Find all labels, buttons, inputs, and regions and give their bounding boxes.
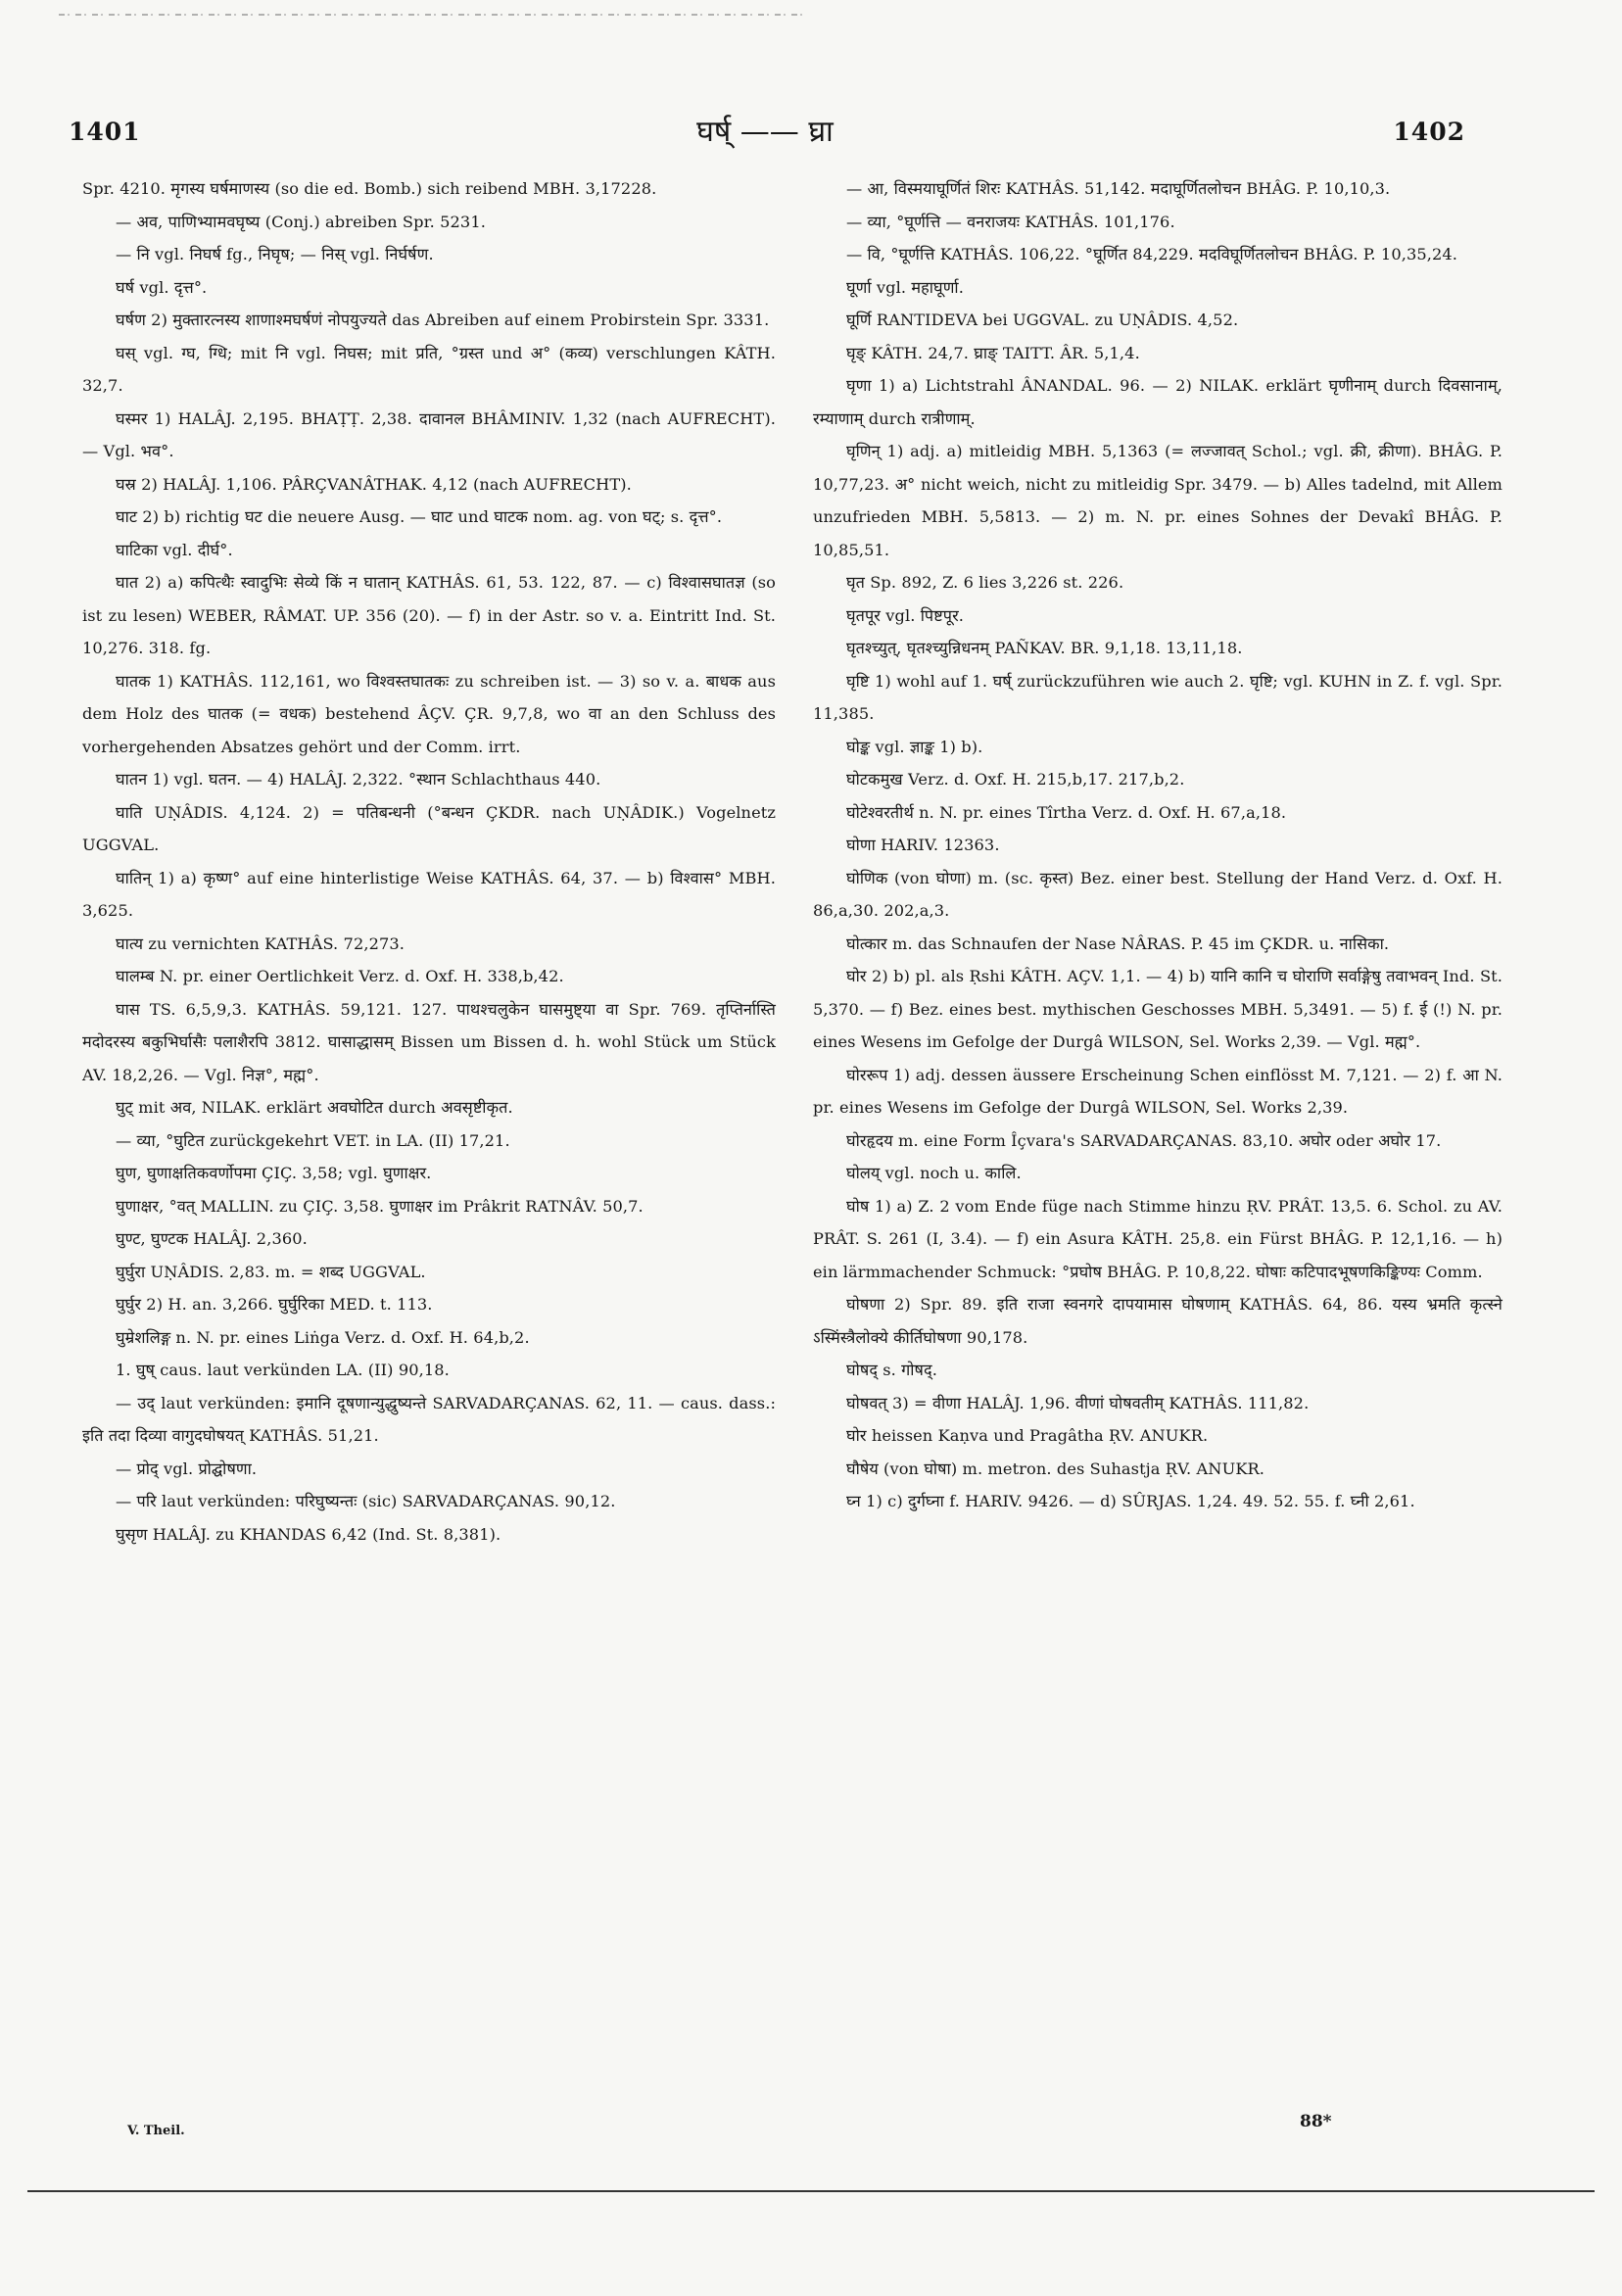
- dictionary-entry: घोटकमुख Verz. d. Oxf. H. 215,b,17. 217,b,2.: [846, 770, 1185, 789]
- dictionary-entry: घोणा HARIV. 12363.: [846, 836, 1000, 854]
- scan-edge-noise: [59, 14, 803, 16]
- dictionary-entry: घातक 1) KATHÂS. 112,161, wo विश्वस्तघातकः zu schreiben ist. — 3) so v. a. बाधक aus dem Holz des घातक (= वधक) bestehend ÂÇV. ÇR. 9,7,8, wo वा an den Schluss des vorhergehenden Absatzes gehört und der Comm. irrt.: [82, 671, 776, 756]
- dictionary-entry: घुण्ट, घुण्टक HALÂJ. 2,360.: [116, 1229, 308, 1248]
- dictionary-entry: — वि, °घूर्णत्ति KATHÂS. 106,22. °घूर्णित 84,229. मदविघूर्णितलोचन BHÂG. P. 10,35,24.: [846, 245, 1458, 263]
- dictionary-entry: घूर्णि RANTIDEVA bei UGGVAL. zu UṆÂDIS. 4,52.: [846, 311, 1239, 329]
- dictionary-entry: घुम्रेशलिङ्ग n. N. pr. eines Liṅga Verz. d. Oxf. H. 64,b,2.: [116, 1327, 530, 1347]
- dictionary-entry: 1. घुष् caus. laut verkünden LA. (II) 90,18.: [116, 1361, 450, 1379]
- dictionary-entry: घोषद् s. गोषद्.: [846, 1361, 937, 1379]
- dictionary-entry: घाट 2) b) richtig घट die neuere Ausg. — घाट und घाटक nom. ag. von घट्; s. दृत्त°.: [116, 507, 723, 526]
- dictionary-entry: घोरहृदय m. eine Form Îçvara's SARVADARÇANAS. 83,10. अघोर oder अघोर 17.: [846, 1130, 1442, 1150]
- dictionary-entry: Spr. 4210. मृगस्य घर्षमाणस्य (so die ed. Bomb.) sich reibend MBH. 3,17228.: [82, 179, 657, 198]
- dictionary-entry: घोणिक (von घोणा) m. (sc. कृस्त) Bez. einer best. Stellung der Hand Verz. d. Oxf. H. 86,a,30. 202,a,3.: [813, 868, 1503, 920]
- dictionary-entry: — उद् laut verkünden: इमानि दूषणान्युद्धुष्यन्ते SARVADARÇANAS. 62, 11. — caus. dass.: इति तदा दिव्या वागुदघोषयत् KATHÂS. 51,21.: [82, 1393, 776, 1445]
- dictionary-entry: घास TS. 6,5,9,3. KATHÂS. 59,121. 127. पाथश्चलुकेन घासमुष्ट्या वा Spr. 769. तृप्तिर्नास्ति मदोदरस्य बकुभिर्घासैः पलाशैरपि 3812. घासाद्धासम् Bissen um Bissen d. h. wohl Stück um Stück AV. 18,2,26. — Vgl. निज्ञ°, मह्म°.: [82, 999, 776, 1084]
- dictionary-entry: घृतपूर vgl. पिष्टपूर.: [846, 605, 965, 625]
- dictionary-entry: घात 2) a) कपित्थैः स्वादुभिः सेव्ये किं न घातान् KATHÂS. 61, 53. 122, 87. — c) विश्वासघातज्ञ (so ist zu lesen) WEBER, RÂMAT. UP. 356 (20). — f) in der Astr. so v. a. Eintritt Ind. St. 10,276. 318. fg.: [82, 573, 776, 657]
- dictionary-entry: घोटेश्वरतीर्थ n. N. pr. eines Tîrtha Verz. d. Oxf. H. 67,a,18.: [846, 802, 1287, 822]
- dictionary-entry: घृतश्च्युत्, घृतश्च्युन्निधनम् PAÑKAV. BR. 9,1,18. 13,11,18.: [846, 639, 1243, 657]
- page-header: [65, 110, 1465, 157]
- sheet-signature: 88*: [1300, 2112, 1332, 2131]
- dictionary-entry: घोत्कार m. das Schnaufen der Nase NÂRAS. P. 45 im ÇKDR. u. नासिका.: [846, 933, 1390, 953]
- dictionary-entry: घोङ्क vgl. ज्ञाङ्क 1) b).: [846, 737, 983, 756]
- dictionary-entry: घस्र 2) HALÂJ. 1,106. PÂRÇVANÂTHAK. 4,12 (nach AUFRECHT).: [116, 474, 632, 494]
- dictionary-entry: घुट् mit अव, NILAK. erklärt अवघोटित durch अवसृष्टीकृत.: [116, 1098, 513, 1117]
- dictionary-entry: घृणा 1) a) Lichtstrahl ÂNANDAL. 96. — 2) NILAK. erklärt घृणीनाम् durch दिवसानाम्, रम्याणाम् durch रात्रीणाम्.: [813, 376, 1503, 428]
- dictionary-entry: घुर्घुर 2) H. an. 3,266. घुर्घुरिका MED. t. 113.: [116, 1295, 433, 1314]
- right-page-number: 1402: [1393, 118, 1465, 146]
- dictionary-entry: घस् vgl. ग्घ, ग्धि; mit नि vgl. निघस; mit प्रति, °ग्रस्त und अ° (कव्य) verschlungen KÂTH. 32,7.: [82, 343, 776, 395]
- dictionary-entry: घोररूप 1) adj. dessen äussere Erscheinung Schen einflösst M. 7,121. — 2) f. आ N. pr. eines Wesens im Gefolge der Durgâ WILSON, Sel. Works 2,39.: [813, 1065, 1503, 1117]
- bottom-rule: [27, 2190, 1595, 2192]
- volume-signature: V. Theil.: [127, 2124, 185, 2138]
- dictionary-entry: घस्मर 1) HALÂJ. 2,195. BHAṬṬ. 2,38. दावानल BHÂMINIV. 1,32 (nach AUFRECHT). — Vgl. भव°.: [82, 408, 776, 460]
- dictionary-entry: घोलय् vgl. noch u. कालि.: [846, 1164, 1022, 1182]
- dictionary-entry: घाटिका vgl. दीर्घ°.: [116, 540, 233, 559]
- dictionary-entry: घर्ष vgl. दृत्त°.: [116, 277, 208, 297]
- dictionary-entry: घुणाक्षर, °वत् MALLIN. zu ÇIÇ. 3,58. घुणाक्षर im Prâkrit RATNÂV. 50,7.: [116, 1196, 644, 1216]
- dictionary-entry: घौषेय (von घोषा) m. metron. des Suhastja ṚV. ANUKR.: [846, 1459, 1265, 1478]
- dictionary-entry: घातन 1) vgl. घतन. — 4) HALÂJ. 2,322. °स्थान Schlachthaus 440.: [116, 770, 601, 789]
- dictionary-entry: — व्या, °घूर्णत्ति — वनराजयः KATHÂS. 101,176.: [846, 212, 1175, 231]
- left-page-number: 1401: [69, 118, 141, 146]
- dictionary-entry: घालम्ब N. pr. einer Oertlichkeit Verz. d. Oxf. H. 338,b,42.: [116, 967, 564, 985]
- dictionary-entry: घातिन् 1) a) कृष्ण° auf eine hinterlistige Weise KATHÂS. 64, 37. — b) विश्वास° MBH. 3,625.: [82, 868, 776, 920]
- dictionary-entry: घृष्टि 1) wohl auf 1. घर्ष् zurückzuführen wie auch 2. घृष्टि; vgl. KUHN in Z. f. vgl. Spr. 11,385.: [813, 671, 1503, 723]
- dictionary-entry: घृङ् KÂTH. 24,7. घ्राङ् TAITT. ÂR. 5,1,4.: [846, 343, 1140, 362]
- dictionary-entry: — नि vgl. निघर्ष fg., निघृष; — निस् vgl. निर्घर्षण.: [116, 245, 434, 263]
- dictionary-entry: घोषणा 2) Spr. 89. इति राजा स्वनगरे दापयामास घोषणाम् KATHÂS. 64, 86. यस्य भ्रमति कृत्स्ने ऽस्मिंस्त्रैलोक्ये कीर्तिघोषणा 90,178.: [813, 1295, 1503, 1347]
- dictionary-entry: घृणिन् 1) adj. a) mitleidig MBH. 5,1363 (= लज्जावत् Schol.; vgl. क्री, क्रीणा). BHÂG. P. 10,77,23. अ° nicht weich, nicht zu mitleidig Spr. 3479. — b) Alles tadelnd, mit Allem unzufrieden MBH. 5,5813. — 2) m. N. pr. eines Sohnes der Devakî BHÂG. P. 10,85,51.: [813, 442, 1503, 559]
- dictionary-entry: घुर्घुरा UṆÂDIS. 2,83. m. = शब्द UGGVAL.: [116, 1262, 426, 1281]
- dictionary-entry: घात्य zu vernichten KATHÂS. 72,273.: [116, 933, 406, 953]
- dictionary-entry: घुसृण HALÂJ. zu KHANDAS 6,42 (Ind. St. 8,381).: [116, 1524, 501, 1544]
- dictionary-entry: घृत Sp. 892, Z. 6 lies 3,226 st. 226.: [846, 573, 1124, 592]
- dictionary-entry: घोषवत् 3) = वीणा HALÂJ. 1,96. वीणां घोषवतीम् KATHÂS. 111,82.: [846, 1393, 1310, 1412]
- right-column: [813, 172, 1503, 1518]
- dictionary-entry: — परि laut verkünden: परिघुष्यन्तः (sic) SARVADARÇANAS. 90,12.: [116, 1492, 616, 1510]
- running-headword: घर्ष् —— घ्रा: [696, 115, 834, 149]
- left-column: [82, 172, 776, 1551]
- dictionary-entry: घोर heissen Kaṇva und Pragâtha ṚV. ANUKR.: [846, 1426, 1209, 1445]
- dictionary-entry: घूर्णा vgl. महाघूर्णा.: [846, 277, 964, 297]
- dictionary-entry: घोर 2) b) pl. als Ṛshi KÂTH. AÇV. 1,1. — 4) b) यानि कानि च घोराणि सर्वाङ्गेषु तवाभवन् Ind. St. 5,370. — f) Bez. eines best. mythischen Geschosses MBH. 5,3491. — 5) f. ई (!) N. pr. eines Wesens im Gefolge der Durgâ WILSON, Sel. Works 2,39. — Vgl. मह्म°.: [813, 967, 1503, 1051]
- dictionary-entry: — आ, विस्मयाघूर्णितं शिरः KATHÂS. 51,142. मदाघूर्णितलोचन BHÂG. P. 10,10,3.: [846, 179, 1391, 198]
- dictionary-entry: घुण, घुणाक्षतिकवर्णोपमा ÇIÇ. 3,58; vgl. घुणाक्षर.: [116, 1164, 432, 1182]
- dictionary-entry: — प्रोद् vgl. प्रोद्घोषणा.: [116, 1459, 258, 1478]
- dictionary-entry: — व्या, °घुटित zurückgekehrt VET. in LA. (II) 17,21.: [116, 1130, 510, 1150]
- dictionary-entry: — अव, पाणिभ्यामवघृष्य (Conj.) abreiben Spr. 5231.: [116, 212, 486, 231]
- dictionary-entry: घर्षण 2) मुक्तारत्नस्य शाणाश्मघर्षणं नोपयुज्यते das Abreiben auf einem Probirstein Spr. 3331.: [116, 311, 770, 329]
- dictionary-entry: घ्न 1) c) दुर्गघ्ना f. HARIV. 9426. — d) SÛRJAS. 1,24. 49. 52. 55. f. घ्नी 2,61.: [846, 1492, 1415, 1510]
- dictionary-entry: घोष 1) a) Z. 2 vom Ende füge nach Stimme hinzu ṚV. PRÂT. 13,5. 6. Schol. zu AV. PRÂT. S. 261 (I, 3.4). — f) ein Asura KÂTH. 25,8. ein Fürst BHÂG. P. 12,1,16. — h) ein lärmmachender Schmuck: °प्रघोष BHÂG. P. 10,8,22. घोषाः कटिपादभूषणकिङ्किण्यः Comm.: [813, 1196, 1503, 1281]
- dictionary-entry: घाति UṆÂDIS. 4,124. 2) = पतिबन्धनी (°बन्धन ÇKDR. nach UṆÂDIK.) Vogelnetz UGGVAL.: [82, 802, 776, 854]
